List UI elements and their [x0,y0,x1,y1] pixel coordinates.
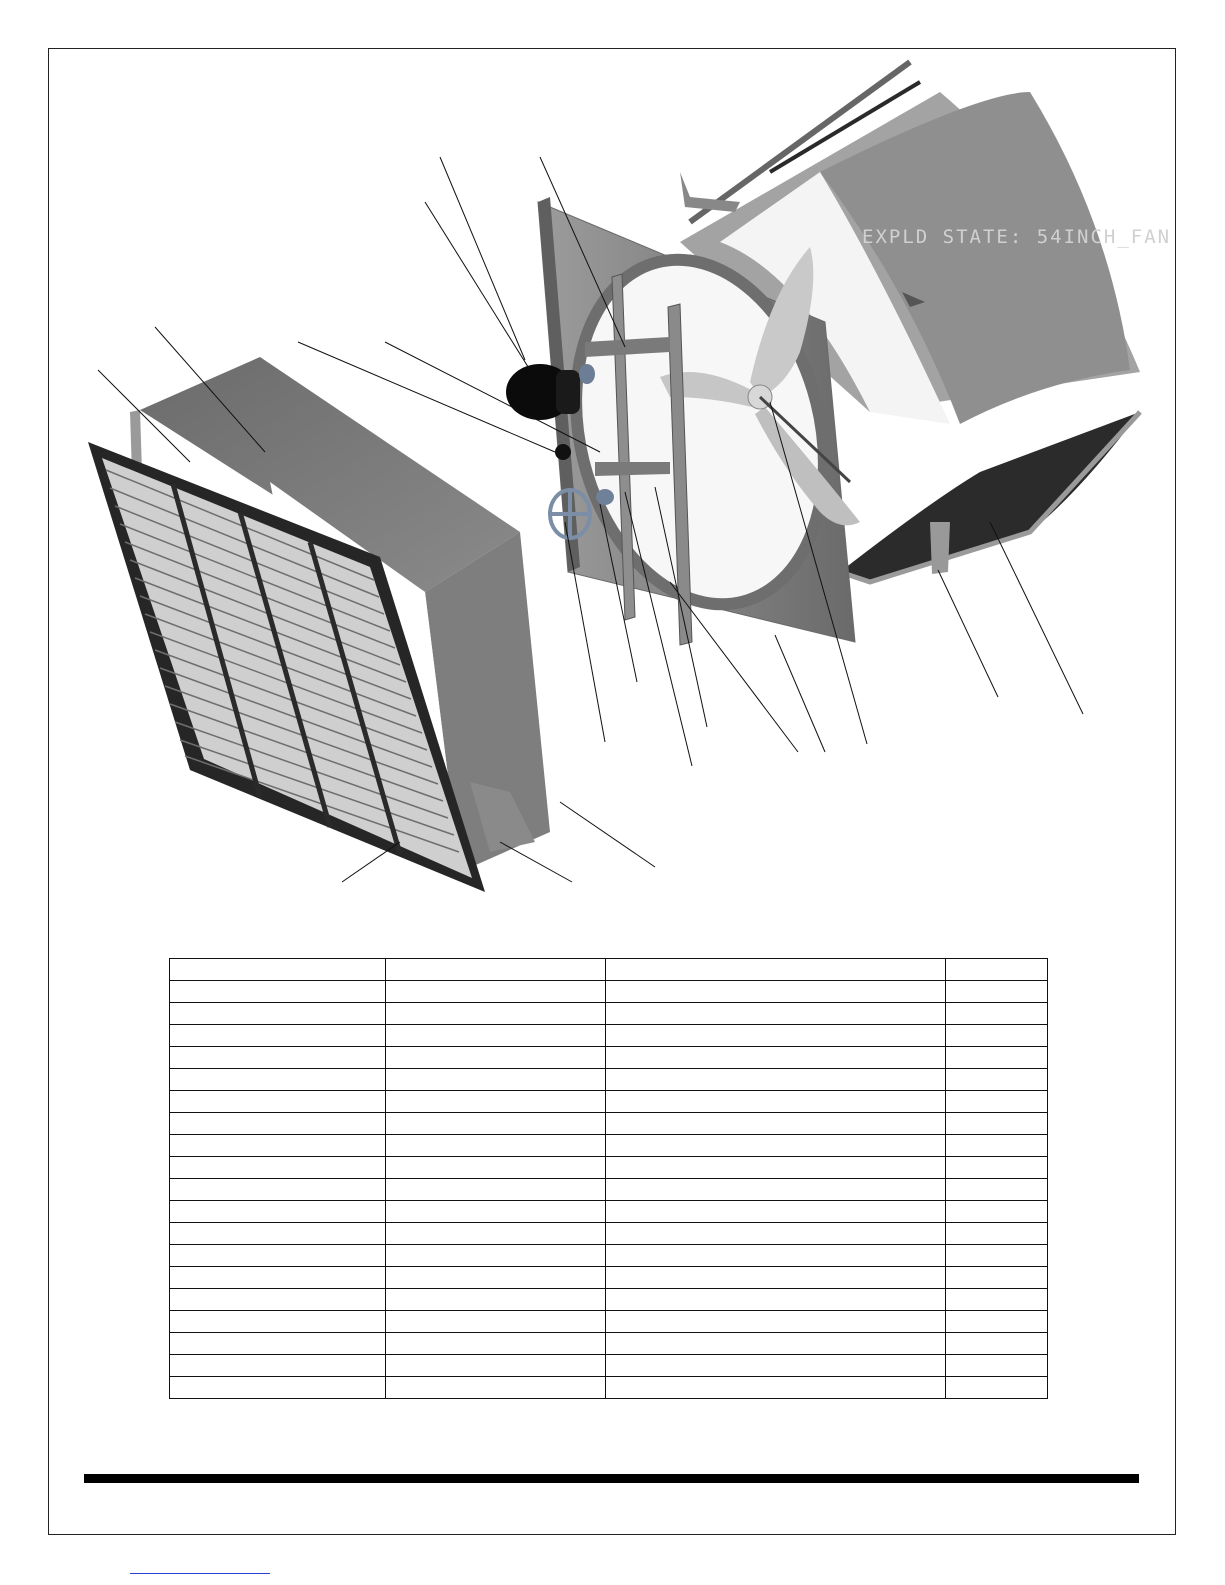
table-cell [170,1289,386,1311]
table-cell [946,1047,1048,1069]
hand-wheel-hub [596,489,614,505]
table-row [170,1157,1048,1179]
table-row [170,1333,1048,1355]
table-cell [170,1355,386,1377]
table-row [170,1091,1048,1113]
table-cell [386,959,606,981]
table-cell [606,1135,946,1157]
table-cell [170,1333,386,1355]
table-cell [946,1201,1048,1223]
table-cell [606,1047,946,1069]
footer-link-underline[interactable] [130,1573,270,1574]
drive-pulley-small [555,444,571,460]
explode-state-label: EXPLD STATE: 54INCH_FAN [862,226,1172,248]
table-cell [170,1311,386,1333]
table-cell [606,1113,946,1135]
table-cell [386,1267,606,1289]
table-cell [386,981,606,1003]
table-cell [170,981,386,1003]
table-cell [946,1377,1048,1399]
footer-rule [84,1474,1139,1483]
table-cell [386,1311,606,1333]
table-cell [946,1267,1048,1289]
table-cell [606,1069,946,1091]
table-cell [606,1311,946,1333]
table-cell [946,1003,1048,1025]
table-cell [170,1069,386,1091]
table-cell [170,1377,386,1399]
parts-list-body [170,959,1048,1399]
table-cell [170,1245,386,1267]
motor-end [556,370,580,414]
table-row [170,959,1048,981]
table-cell [386,1003,606,1025]
table-row [170,1069,1048,1091]
table-cell [606,959,946,981]
table-cell [170,1157,386,1179]
table-cell [606,1355,946,1377]
table-cell [386,1135,606,1157]
table-cell [170,1267,386,1289]
table-row [170,981,1048,1003]
table-cell [606,1333,946,1355]
table-cell [170,1047,386,1069]
motor-pulley [579,364,595,384]
table-row [170,1267,1048,1289]
table-cell [946,1025,1048,1047]
table-cell [170,1135,386,1157]
table-cell [606,1157,946,1179]
table-cell [946,1157,1048,1179]
table-row [170,1113,1048,1135]
table-cell [606,1377,946,1399]
table-cell [170,1223,386,1245]
table-cell [386,1047,606,1069]
table-cell [946,1245,1048,1267]
table-cell [606,1201,946,1223]
table-cell [386,1377,606,1399]
table-cell [386,1025,606,1047]
table-row [170,1223,1048,1245]
table-cell [170,1003,386,1025]
table-cell [386,1289,606,1311]
table-row [170,1355,1048,1377]
table-cell [170,1179,386,1201]
table-cell [386,1201,606,1223]
table-cell [946,959,1048,981]
hand-wheel [550,490,590,538]
table-row [170,1025,1048,1047]
table-row [170,1003,1048,1025]
table-row [170,1311,1048,1333]
table-cell [170,1201,386,1223]
table-row [170,1201,1048,1223]
table-cell [606,1091,946,1113]
discharge-bottom-panel [840,412,1140,582]
table-cell [386,1355,606,1377]
table-row [170,1179,1048,1201]
table-cell [946,1179,1048,1201]
table-row [170,1047,1048,1069]
table-row [170,1289,1048,1311]
table-cell [386,1245,606,1267]
table-cell [606,1267,946,1289]
table-cell [170,959,386,981]
table-cell [170,1025,386,1047]
table-cell [606,981,946,1003]
table-cell [606,1179,946,1201]
table-cell [946,1311,1048,1333]
parts-list-table [169,958,1048,1399]
table-cell [946,1069,1048,1091]
table-cell [946,1355,1048,1377]
table-cell [606,1245,946,1267]
table-cell [606,1025,946,1047]
table-cell [386,1179,606,1201]
table-row [170,1135,1048,1157]
table-row [170,1377,1048,1399]
table-cell [946,1223,1048,1245]
bracket-bottom [930,522,950,574]
table-cell [946,981,1048,1003]
table-cell [606,1289,946,1311]
cross-bar-lower [595,462,670,476]
table-cell [946,1091,1048,1113]
table-cell [386,1333,606,1355]
table-cell [386,1223,606,1245]
table-cell [386,1091,606,1113]
table-cell [946,1333,1048,1355]
table-cell [386,1069,606,1091]
exploded-fan-drawing [80,52,1160,912]
table-cell [606,1003,946,1025]
table-cell [170,1113,386,1135]
table-row [170,1245,1048,1267]
table-cell [946,1113,1048,1135]
table-cell [946,1135,1048,1157]
table-cell [170,1091,386,1113]
table-cell [386,1157,606,1179]
table-cell [606,1223,946,1245]
table-cell [946,1289,1048,1311]
table-cell [386,1113,606,1135]
